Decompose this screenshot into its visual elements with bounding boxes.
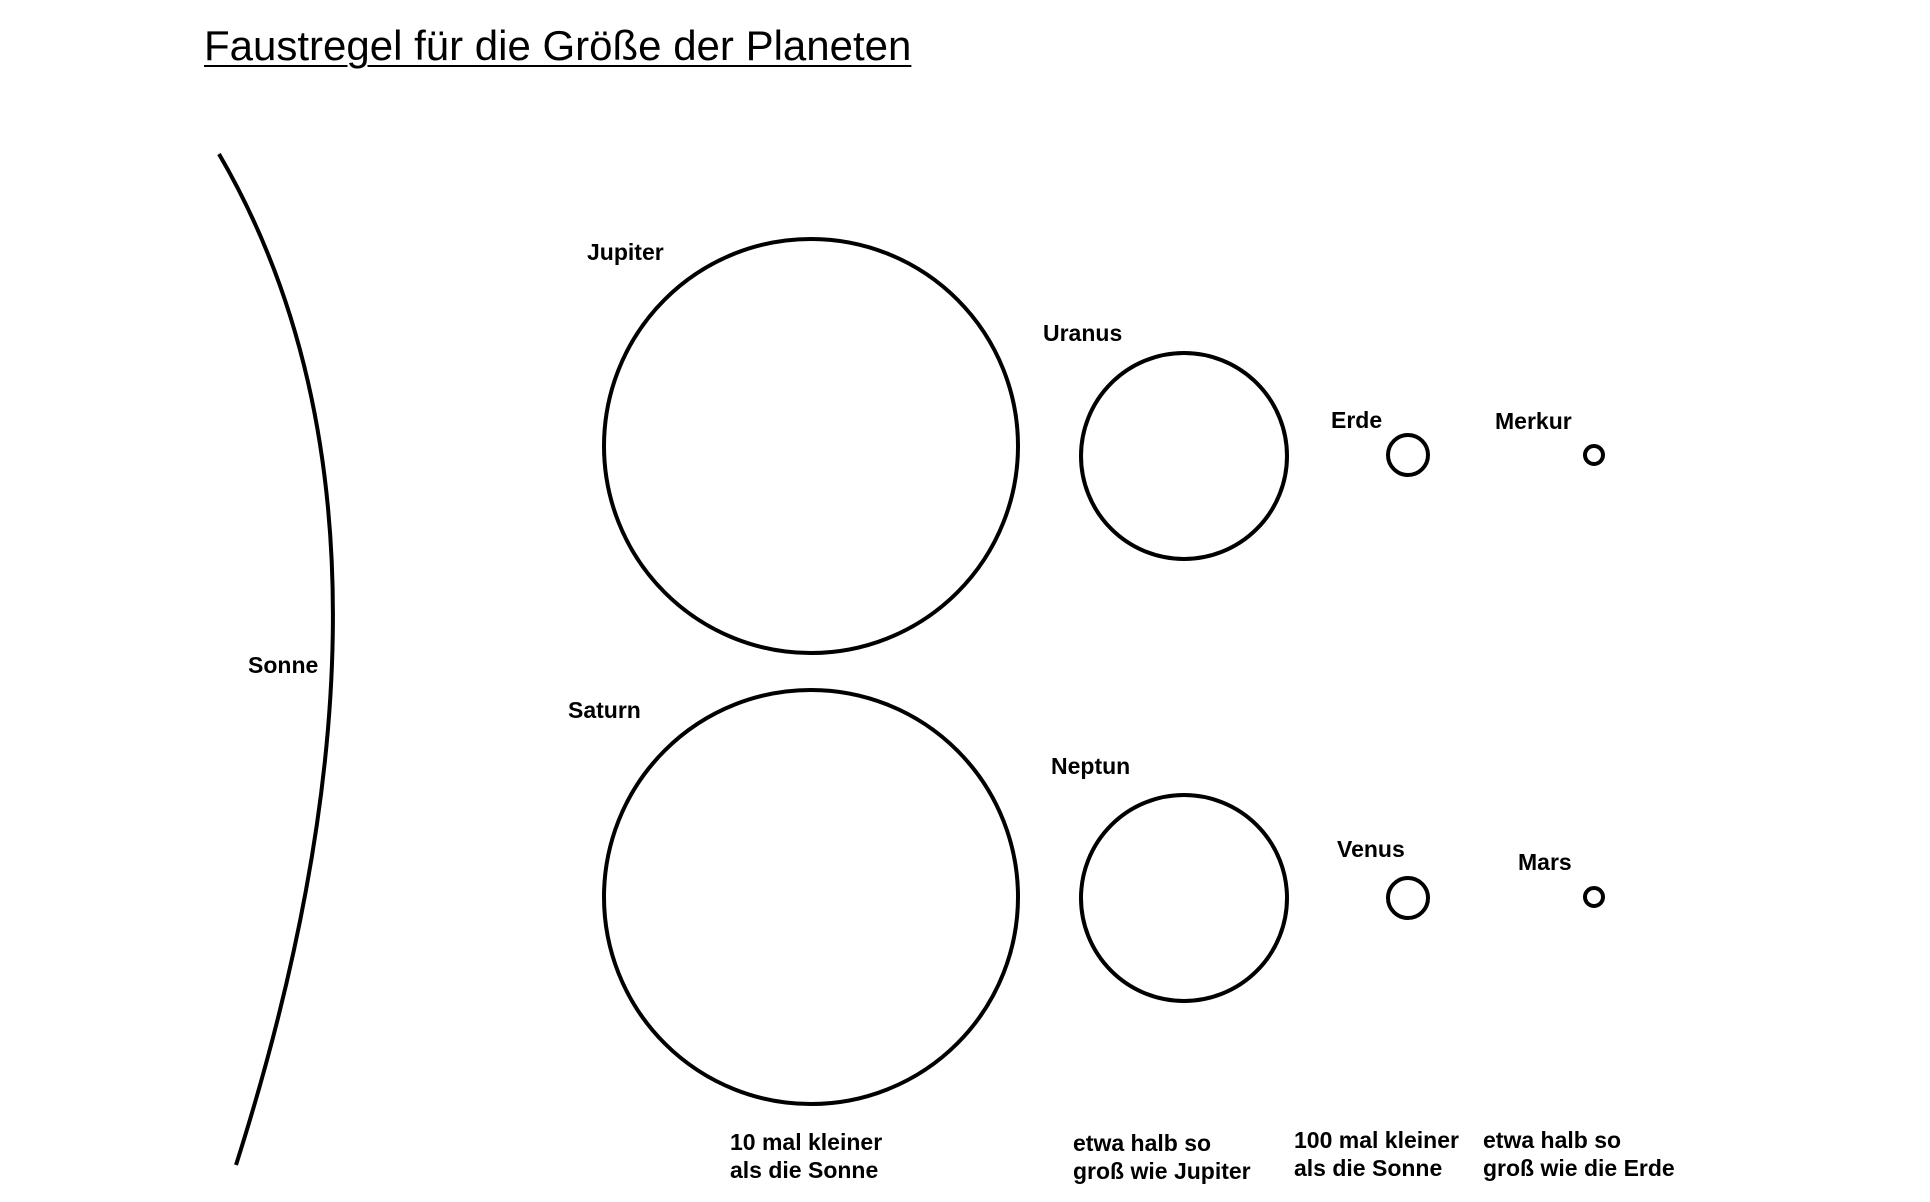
mercury-label: Merkur <box>1495 408 1572 434</box>
saturn-circle <box>604 690 1018 1104</box>
uranus-label: Uranus <box>1043 320 1123 346</box>
terrestrial-note-line-1: 100 mal kleiner <box>1294 1127 1459 1153</box>
uranus-circle <box>1081 353 1287 559</box>
jupiter-circle <box>604 239 1018 653</box>
small-note-line-1: etwa halb so <box>1483 1127 1622 1153</box>
saturn-label: Saturn <box>568 697 641 723</box>
ice-giants-note-line-2: groß wie Jupiter <box>1073 1158 1251 1184</box>
giants-note-line-1: 10 mal kleiner <box>730 1129 883 1155</box>
mars-circle <box>1585 888 1603 906</box>
venus-circle <box>1388 878 1428 918</box>
earth-label: Erde <box>1331 407 1383 433</box>
giants-size-note <box>730 1128 882 1184</box>
mars-label: Mars <box>1518 849 1572 875</box>
ice-giants-size-note <box>1073 1129 1251 1185</box>
mercury-circle <box>1585 446 1603 464</box>
neptune-circle <box>1081 795 1287 1001</box>
small-planets-size-note <box>1483 1126 1675 1182</box>
terrestrial-size-note <box>1294 1126 1459 1182</box>
ice-giants-note-line-1: etwa halb so <box>1073 1130 1212 1156</box>
small-note-line-2: groß wie die Erde <box>1483 1155 1675 1181</box>
diagram-title: Faustregel für die Größe der Planeten <box>204 22 912 69</box>
terrestrial-note-line-2: als die Sonne <box>1294 1155 1443 1181</box>
venus-label: Venus <box>1337 836 1405 862</box>
earth-circle <box>1388 435 1428 475</box>
jupiter-label: Jupiter <box>587 239 664 265</box>
sun-label: Sonne <box>248 652 319 678</box>
neptune-label: Neptun <box>1051 753 1131 779</box>
giants-note-line-2: als die Sonne <box>730 1157 879 1183</box>
